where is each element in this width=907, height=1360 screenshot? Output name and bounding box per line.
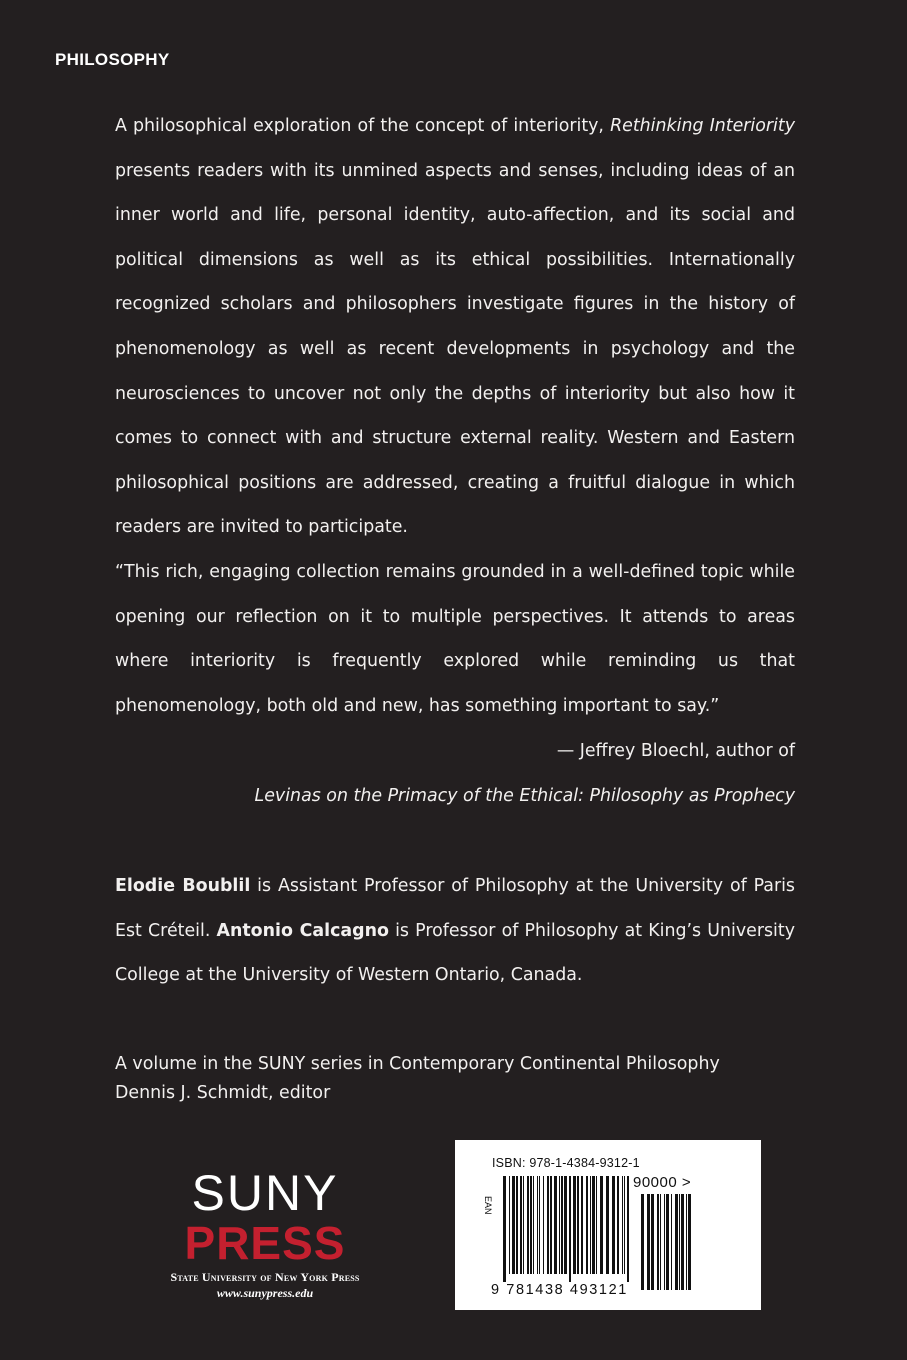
logo-suny-text: SUNY [191, 1165, 339, 1221]
editor-bio-2: is Professor of Philosophy at King’s University College at the University of Western Ontario, Canada. [115, 920, 796, 986]
category-label: PHILOSOPHY [55, 50, 170, 69]
book-title: Rethinking Interiority [610, 116, 795, 136]
endorsement-quote: “This rich, engaging collection remains grounded in a well-defined topic while opening our reflection on it to multiple perspectives. It attends to areas where interiority is frequently explored while reminding us that phenomenology, both old and new, has something important to say.” [115, 562, 795, 716]
barcode-bar [537, 1176, 538, 1274]
endorser-book: Levinas on the Primacy of the Ethical: Philosophy as Prophecy [254, 785, 795, 806]
barcode-bar [547, 1176, 549, 1274]
publisher-url: www.sunypress.edu [216, 1286, 314, 1300]
barcode-bar [596, 1176, 597, 1274]
barcode-bar [600, 1176, 603, 1274]
barcode-bar [627, 1176, 629, 1282]
barcode-bar [592, 1176, 595, 1274]
barcode-bar [675, 1194, 678, 1290]
barcode-bar [577, 1176, 579, 1274]
barcode-digits: 9 781438 493121 [491, 1282, 628, 1298]
ean-label: EAN [483, 1196, 493, 1215]
barcode-bar [581, 1176, 583, 1274]
barcode-bar [533, 1176, 534, 1274]
barcode-bar [681, 1194, 684, 1290]
editor-name-2: Antonio Calcagno [216, 920, 389, 941]
barcode-bar [530, 1176, 532, 1274]
barcode-bar [550, 1176, 552, 1274]
barcode-bar [554, 1176, 557, 1274]
publisher-logo [140, 1165, 390, 1301]
publisher-full-name: State University of New York Press [170, 1270, 360, 1284]
barcode-bar [671, 1194, 672, 1290]
barcode-bar [590, 1176, 591, 1274]
isbn-number: ISBN: 978-1-4384-9312-1 [492, 1156, 640, 1170]
barcode-bar [586, 1176, 588, 1274]
description-part1: A philosophical exploration of the concept of interiority, [115, 116, 611, 136]
barcode-bar [509, 1176, 510, 1274]
barcode-bar [520, 1176, 522, 1274]
barcode-bar [503, 1176, 506, 1282]
barcode-bar [660, 1194, 661, 1290]
barcode-bar [617, 1176, 619, 1274]
barcode-bar [527, 1176, 529, 1274]
barcode-bar [679, 1194, 680, 1290]
price-addon: 90000 > [633, 1174, 692, 1191]
editor-bio-1: is Assistant Professor of Philosophy at the University of Paris Est Créteil. [115, 876, 795, 941]
barcode-bar [543, 1176, 544, 1274]
barcode-bar [666, 1194, 669, 1290]
barcode-bar [622, 1176, 623, 1274]
barcode-bar [512, 1176, 515, 1274]
barcode-bar [651, 1194, 654, 1290]
logo-press-text: PRESS [184, 1217, 346, 1269]
barcode-bar [647, 1194, 650, 1290]
series-editor: Dennis J. Schmidt, editor [115, 1083, 331, 1103]
endorser-name: — Jeffrey Bloechl, author of [556, 741, 795, 761]
barcode-bar [612, 1176, 615, 1274]
barcode [455, 1140, 761, 1310]
barcode-bar [664, 1194, 665, 1290]
barcode-bar [564, 1176, 567, 1274]
editor-name-1: Elodie Boublil [115, 876, 251, 896]
barcode-bar [657, 1194, 659, 1290]
description-part2: presents readers with its unmined aspects and senses, including ideas of an inner world and life, personal identity, auto-affection, and its social and political dimensions as well as its ethical possibilities. Internationally recognized scholars and philosophers investigate figures in the history of phenomenology as well as recent developments in psychology and the neurosciences to uncover not only the depths of interiority but also how it comes to connect with and structure external reality. Western and Eastern philosophical positions are addressed, creating a fruitful dialogue in which readers are invited to participate. [115, 160, 795, 538]
barcode-bar [561, 1176, 563, 1274]
barcode-bar [688, 1194, 691, 1290]
editor-bios [115, 864, 795, 998]
barcode-bar [559, 1176, 560, 1274]
barcode-bar [641, 1194, 644, 1290]
series-line: A volume in the SUNY series in Contemporary Continental Philosophy [115, 1054, 720, 1074]
barcode-bar [539, 1176, 540, 1274]
barcode-bar [573, 1176, 576, 1274]
book-description [115, 104, 795, 550]
barcode-bar [624, 1176, 625, 1274]
barcode-bar [569, 1176, 571, 1282]
endorsement-attribution [115, 729, 795, 818]
barcode-bar [606, 1176, 609, 1274]
barcode-bar [516, 1176, 518, 1274]
series-info [115, 1050, 795, 1108]
barcode-bar [523, 1176, 524, 1274]
barcode-bar [686, 1194, 687, 1290]
